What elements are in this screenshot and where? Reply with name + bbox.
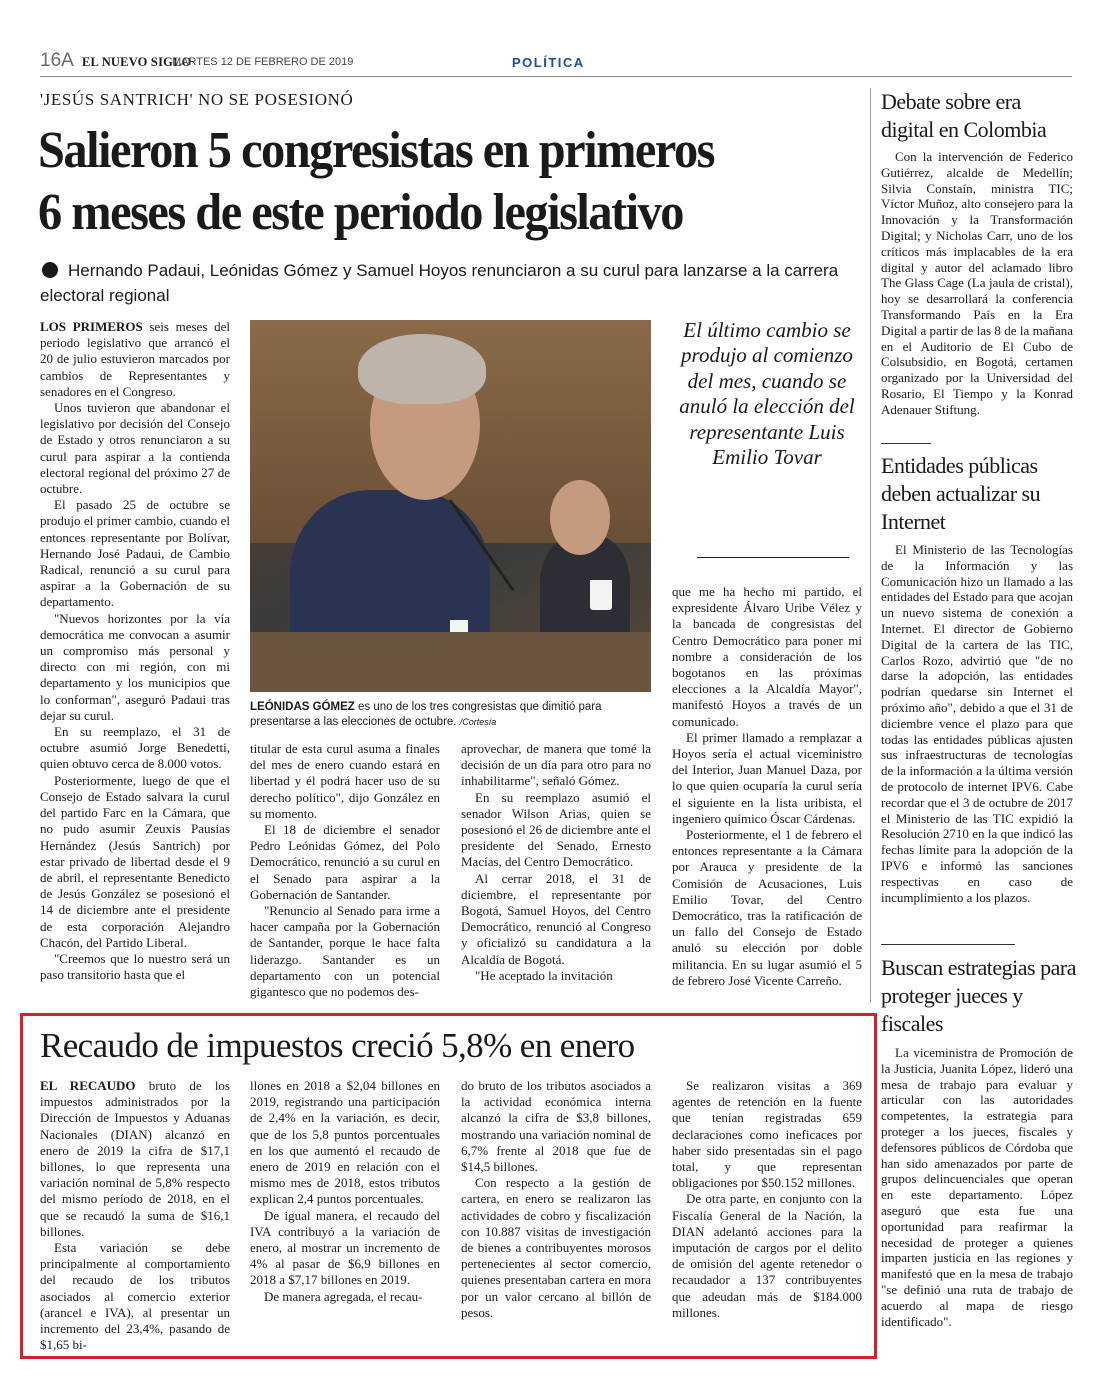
- sidebar-text-1: Con la intervención de Federico Gutiérrez, alcalde de Medellín; Silvia Constaín, ministra TIC; Víctor Muñoz, alto consejero para la Innovación y la Transformación Digital; y Nicholas Carr, uno de los críticos más implacables de la era digital y autor del aclamado libro The Glass Cage (La jaula de cristal), hoy se desarrollará la conferencia Transformando País en la Era Digital a partir de las 8 de la mañana en el Auditorio de El Cubo de Colsubsidio, en Bogotá, certamen organizado por la Universidad del Rosario, El Tiempo y la Konrad Adenauer Stiftung.: [881, 149, 1073, 417]
- subhead: Hernando Padaui, Leónidas Gómez y Samuel Hoyos renunciaron a su curul para lanzarse a la carrera electoral regional: [40, 261, 839, 305]
- paragraph: que me ha hecho mi partido, el expresidente Álvaro Uribe Vélez y la bancada de congresistas del Centro Democrático para poner mi nombre a consideración de los bogotanos en las próximas elecciones a la Alcaldía Mayor", manifestó Hoyos a través de un comunicado.: [672, 584, 862, 729]
- pull-quote: El último cambio se produjo al comienzo del mes, cuando se anuló la elección del representante Luis Emilio Tovar: [679, 318, 855, 470]
- paragraph: De igual manera, el recaudo del IVA contribuyó a la variación de enero, al mostrar un incremento de 4% al pasar de $6,9 billones en 2018 a $7,17 billones en 2019.: [250, 1207, 440, 1288]
- paragraph: El primer llamado a remplazar a Hoyos sería el actual viceministro del Interior, Juan Manuel Daza, por lo que quien ocuparía la curul sería el siguiente en la lista uribista, el ingeniero químico Óscar Cárdenas.: [672, 729, 862, 826]
- story-column-2: [250, 741, 440, 1000]
- paragraph: En su reemplazo asumió el senador Wilson Arias, quien se posesionó el 26 de diciembre ante el presidente del Senado, Ernesto Macías, del Centro Democrático.: [461, 789, 651, 870]
- sidebar-rule-1: [881, 443, 931, 444]
- headline-line-1: Salieron 5 congresistas en primeros: [38, 122, 714, 179]
- paragraph: Al cerrar 2018, el 31 de diciembre, el representante por Bogotá, Samuel Hoyos, del Centro Democrático, renunció al Congreso y oficializó su candidatura a la Alcaldía de Bogotá.: [461, 870, 651, 967]
- box-column-3: [461, 1078, 651, 1321]
- paragraph: En su reemplazo, el 31 de octubre asumió Jorge Benedetti, quien obtuvo cerca de 8.000 votos.: [40, 724, 230, 772]
- paragraph: "Creemos que lo nuestro será un paso transitorio hasta que el: [40, 950, 230, 983]
- paragraph: De manera agregada, el recau-: [264, 1288, 423, 1304]
- box-column-2: [250, 1078, 440, 1305]
- paragraph: titular de esta curul asuma a finales del mes de enero cuando estará en libertad y él podrá hacer uso de su derecho político", dijo González en su momento.: [250, 741, 440, 821]
- paper-name: EL NUEVO SIGLO: [82, 55, 192, 69]
- paragraph: Posteriormente, luego de que el Consejo de Estado salvara la curul del partido Farc en la Cámara, que no pudo asumir Zeuxis Pausias Hernández (Jesús Santrich) por estar privado de libertad desde el 9 de abril, el representante Benedicto de Jesús González se posesionó el 14 de diciembre ante el presidente de esta corporación Alejandro Chacón, del Partido Liberal.: [40, 772, 230, 950]
- news-photo: [250, 320, 651, 692]
- box-column-1: [40, 1078, 230, 1353]
- pull-quote-rule: [697, 557, 849, 558]
- paragraph: "Renuncio al Senado para irme a hacer campaña por la Gobernación de Santander, porque le hace falta liderazgo. Santander es un departamento con un potencial gigantesco que no podemos des-: [250, 903, 440, 1000]
- paragraph: Se realizaron visitas a 369 agentes de retención en la fuente que tenían registradas 659 declaraciones como ineficaces por haber sido presentadas sin el pago total, y que representan obligaciones por $50.152 millones.: [672, 1078, 862, 1191]
- box-column-4: [672, 1078, 862, 1321]
- paragraph: do bruto de los tributos asociados a la actividad económica interna alcanzó la cifra de $3,8 billones, mostrando una variación nominal de 6,7% frente al 2018 que fue de $14,5 billones.: [461, 1078, 651, 1175]
- box-headline: Recaudo de impuestos creció 5,8% en enero: [40, 1026, 635, 1065]
- sidebar-title-3: Buscan estrategias para proteger jueces y fiscales: [881, 955, 1076, 1036]
- story-column-1: [40, 319, 230, 983]
- header-rule: [40, 76, 1072, 77]
- paragraph: Posteriormente, el 1 de febrero el entonces representante a la Cámara por Arauca y presidente de la Comisión de Acusaciones, Luis Emilio Tovar, del Centro Democrático, tras la ratificación de un fallo del Consejo de Estado anuló su elección por doble militancia. En su lugar asumió el 5 de febrero José Vicente Carreño.: [672, 827, 862, 988]
- lead-paragraph: EL RECAUDO bruto de los impuestos administrados por la Dirección de Impuestos y Aduanas Nacionales (DIAN) alcanzó en enero de 2019 la cifra de $17,1 billones, lo que representa una variación nominal de 5,8% respecto del mismo período de 2018, en el que se recaudó la suma de $16,1 billones.: [40, 1078, 230, 1239]
- paragraph: El pasado 25 de octubre se produjo el primer cambio, cuando el entonces representante por Bolívar, Hernando José Padaui, de Cambio Radical, renunció a su curul para aspirar a la Gobernación de su departamento.: [40, 497, 230, 610]
- sidebar-title-2: Entidades públicas deben actualizar su Internet: [881, 453, 1041, 534]
- photo-credit: /Cortesía: [459, 717, 497, 727]
- paragraph: Esta variación se debe principalmente al comportamiento del recaudo de los tributos asociados al comercio exterior (arancel e IVA), al presentar un incremento del 23,4%, pasando de $1,65 bi-: [40, 1240, 230, 1353]
- paragraph: Unos tuvieron que abandonar el legislativo por decisión del Consejo de Estado y otros renunciaron a su curul para aspirar a la contienda electoral regional del próximo 27 de octubre.: [40, 400, 230, 497]
- paragraph: De otra parte, en conjunto con la Fiscalía General de la Nación, la DIAN adelantó acciones para la imputación de cargos por el delito de omisión del agente retenedor o recaudador a 137 contribuyentes que adeudan más de $184.000 millones.: [672, 1191, 862, 1320]
- sidebar-rule-2: [881, 944, 1015, 945]
- paragraph: "He aceptado la invitación: [475, 967, 613, 983]
- section-label: POLÍTICA: [512, 55, 585, 70]
- paper-date: MARTES 12 DE FEBRERO DE 2019: [172, 56, 354, 68]
- story-column-3: [461, 741, 651, 984]
- paragraph: El 18 de diciembre el senador Pedro Leónidas Gómez, del Polo Democrático, renunció a su curul en el Senado para aspirar a la Gobernación de Santander.: [250, 822, 440, 902]
- sidebar-text-2: El Ministerio de las Tecnologías de la Información y las Comunicación hizo un llamado a las entidades del Estado para que acojan un nuevo sistema de conexión a Internet. El director de Gobierno Digital de la cartera de las TIC, Carlos Rozo, advirtió que "de no darse la adopción, las entidades podrían quedarse sin Internet el próximo año", debido a que el 31 de diciembre vence el plazo para que todas las entidades públicas ajusten sus infraestructuras de tecnologías de la información a la última versión de protocolo de internet IPV6. Cabe recordar que el 3 de octubre de 2017 el Ministerio de las TIC expidió la Resolución 2710 en la que indicó las fechas límite para la adopción de la IPV6 e informó las sanciones respectivas en caso de incumplimiento a los plazos.: [881, 542, 1073, 905]
- sidebar-divider: [870, 88, 871, 1003]
- lead-caps: LOS PRIMEROS: [40, 319, 143, 334]
- sidebar-text-3: La viceministra de Promoción de la Justicia, Juanita López, lideró una mesa de trabajo para evaluar y articular con las autoridades competentes, la estrategia para proteger a los jueces, fiscales y defensores públicos de Córdoba que han sido amenazados por parte de grupos delincuenciales que operan en este departamento. López aseguró que esta fue una oportunidad para reafirmar la necesidad de proteger a quienes imparten justicia en las regiones y manifestó que en la mesa de trabajo "se definió una ruta de trabajo de acuerdo al mapa de riesgo identificado".: [881, 1045, 1073, 1329]
- paragraph: aprovechar, de manera que tomé la decisión de un día para otro para no inhabilitarme", señaló Gómez.: [461, 741, 651, 789]
- paragraph: Con respecto a la gestión de cartera, en enero se realizaron las actividades de cobro y fiscalización con 10.887 visitas de investigación de bienes a contribuyentes morosos pertenecientes al sector comercio, quienes presentaban cartera en mora por un valor cercano al billón de pesos.: [461, 1175, 651, 1320]
- paragraph: llones en 2018 a $2,04 billones en 2019, registrando una participación de 2,4% en la variación, es decir, que de los 5,8 puntos porcentuales en los que aumentó el recaudo de enero de 2019 en relación con el mismo mes de 2018, estos tributos explican 2,4 puntos porcentuales.: [250, 1078, 440, 1207]
- paragraph: "Nuevos horizontes por la vía democrática me convocan a asumir un compromiso más personal y directo con mi región, con mi departamento y los municipios que lo conforman", aseguró Padaui tras dejar su curul.: [40, 610, 230, 723]
- lead-paragraph: LOS PRIMEROS seis meses del periodo legislativo que arrancó el 20 de julio estuvieron marcados por cambios de Representantes y senadores en el Congreso.: [40, 319, 230, 399]
- story-column-4: [672, 584, 862, 989]
- headline-line-2: 6 meses de este periodo legislativo: [38, 184, 683, 241]
- sidebar-title-1: Debate sobre era digital en Colombia: [881, 89, 1047, 142]
- photo-caption: LEÓNIDAS GÓMEZ es uno de los tres congresistas que dimitió para presentarse a las elecciones de octubre. /Cortesía: [250, 701, 602, 728]
- kicker: 'JESÚS SANTRICH' NO SE POSESIONÓ: [40, 90, 354, 109]
- lead-caps: EL RECAUDO: [40, 1078, 136, 1093]
- page-number: 16A: [40, 50, 74, 71]
